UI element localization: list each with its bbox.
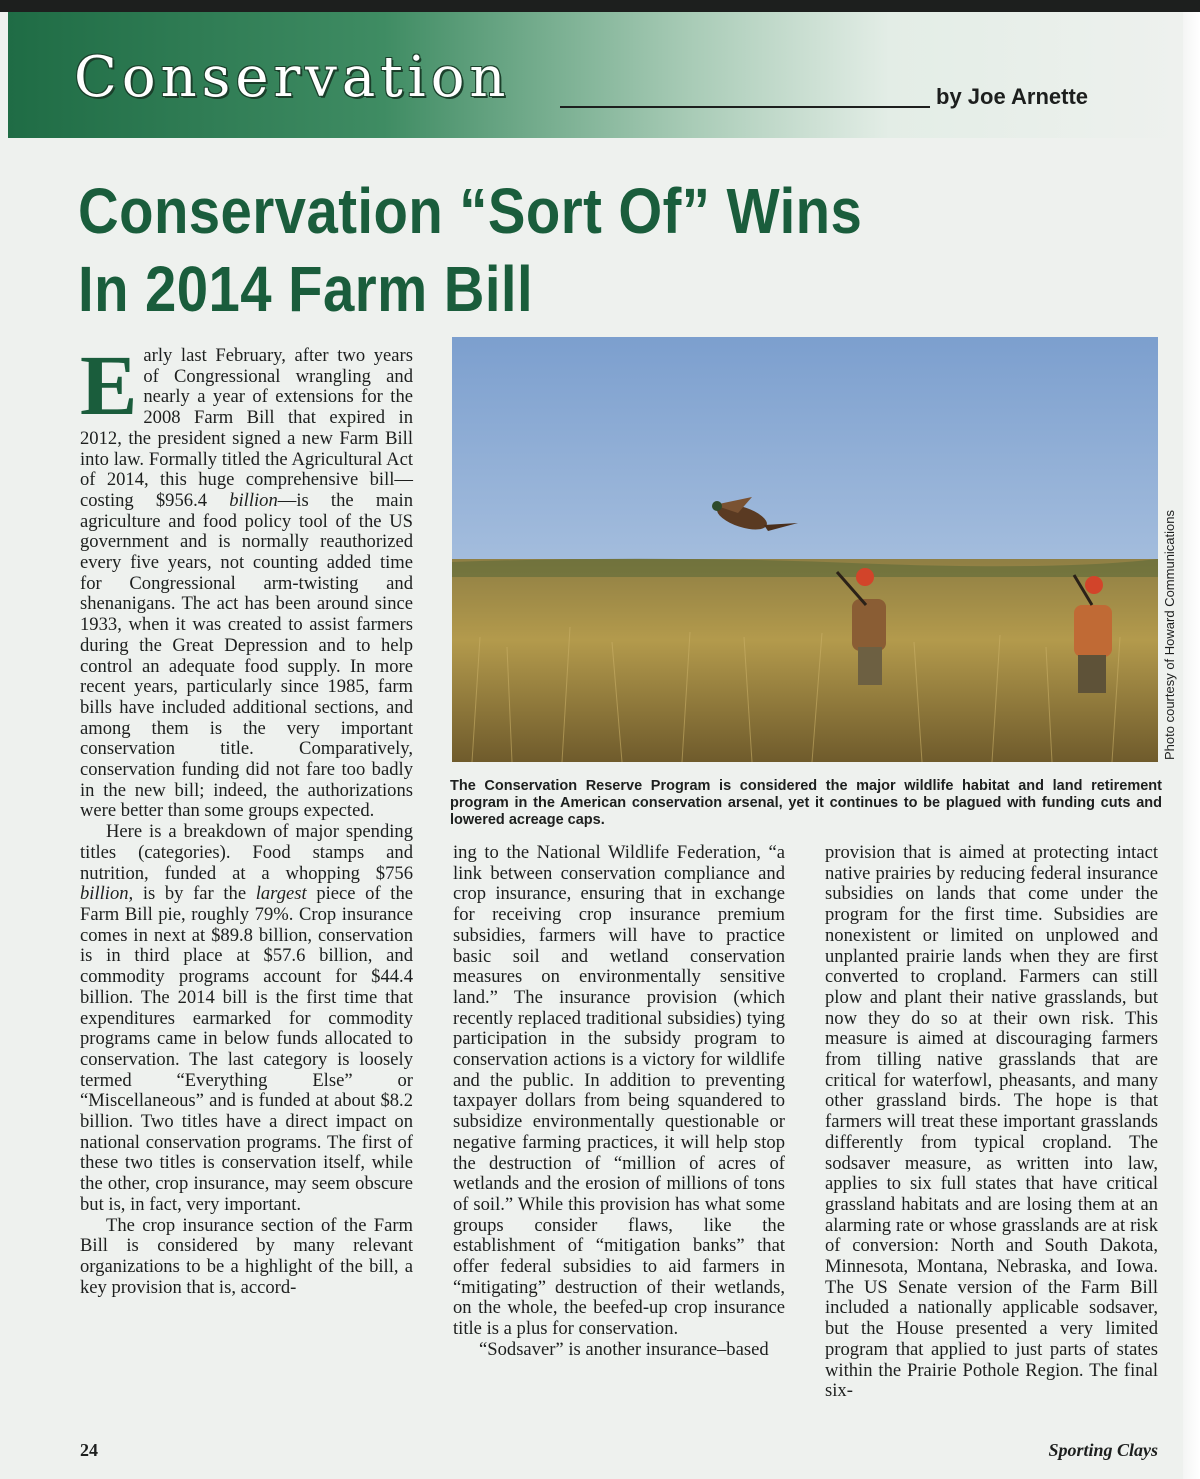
top-border: [0, 0, 1200, 12]
section-title: Conservation: [74, 45, 511, 110]
paragraph: [80, 822, 413, 1215]
paragraph: The crop insurance section of the Farm Bill is considered by many relevant organizations to be a highlight of the bill, a key provision that is, accord-: [80, 1214, 413, 1298]
article-column-3: [825, 843, 1158, 1402]
byline: by Joe Arnette: [936, 84, 1089, 109]
headline-line-2: In 2014 Farm Bill: [78, 253, 534, 325]
publication-name: Sporting Clays: [1048, 1440, 1158, 1460]
banner-divider: [560, 106, 930, 108]
paragraph: ing to the National Wildlife Federation, “a link between conservation compliance and crop insurance, ensuring that in exchange for receiving crop insurance premium subsidies, farmers will have to practice basic soil and wetland conservation measures on environmentally sensitive land.” The insurance provision (which recently replaced traditional subsidies) tying participation in the subsidy program to conservation actions is a victory for wildlife and the public. In addition to preventing taxpayer dollars from being squandered to subsidize environmentally questionable or negative farming practices, it will help stop the destruction of “million of acres of wetlands and the erosion of millions of tons of soil.” While this provision has what some groups consider flaws, like the establishment of “mitigation banks” that offer federal subsidies to aid farmers in “mitigating” destruction of their wetlands, on the whole, the beefed-up crop insurance title is a plus for conservation.: [453, 842, 785, 1340]
drop-cap: E: [80, 337, 138, 433]
emphasis: billion: [229, 489, 278, 511]
headline-line-1: Conservation “Sort Of” Wins: [78, 175, 863, 247]
page-edge: [1183, 12, 1200, 1479]
text-run: piece of the Farm Bill pie, roughly 79%. Crop insurance comes in next at $89.8 billion, conservation is in third place at $57.6 billion, and commodity programs account for $44.4 billion. The 2014 bill is the first time that expenditures earmarked for commodity programs came in below funds allocated to conservation. The last category is loosely termed “Everything Else” or “Miscellaneous” and is funded at about $8.2 billion. Two titles have a direct impact on national conservation programs. The first of these two titles is conservation itself, while the other, crop insurance, may seem obscure but is, in fact, very important.: [80, 883, 414, 1215]
text-run: —is the main agriculture and food policy tool of the US government and is normally reauthorized every five years, not counting added time for Congressional arm-twisting and shenanigans. The act has been around since 1933, when it was created to assist farmers during the Great Depression and to help control an adequate food supply. In more recent years, particularly since 1985, farm bills have included additional sections, and among them is the very important conservation title. Comparatively, conservation funding did not fare too badly in the new bill; indeed, the authorizations were better than some groups expected.: [80, 489, 413, 822]
article-column-1: [80, 337, 414, 1298]
paragraph: provision that is aimed at protecting intact native prairies by reducing federal insurance subsidies on lands that come under the program for the first time. Subsidies are nonexistent or limited on unplowed and unplanted prairie lands when they are first converted to cropland. Farmers can still plow and plant their native grasslands, but now they do so at their own risk. This measure is aimed at discouraging farmers from tilling native grasslands that are critical for waterfowl, pheasants, and many other grassland birds. The hope is that farmers will treat these important grasslands differently from typical cropland. The sodsaver measure, as written into law, applies to six full states that have critical grassland habitats and are losing them at an alarming rate or whose grasslands are at risk of conversion: North and South Dakota, Minnesota, Montana, Nebraska, and Iowa. The US Senate version of the Farm Bill included a nationally applicable sodsaver, but the House presented a very limited program that applied to just parts of states within the Prairie Pothole Region. The final six-: [825, 842, 1158, 1402]
emphasis: largest: [255, 883, 307, 905]
field-scene-illustration: [452, 337, 1158, 762]
emphasis: billion,: [80, 883, 134, 905]
hunting-photo: [452, 337, 1158, 762]
paragraph: “Sodsaver” is another insurance–based: [479, 1338, 769, 1360]
photo-caption: The Conservation Reserve Program is considered the major wildlife habitat and land retirement program in the American conservation arsenal, yet it continues to be plagued with funding cuts and lowered acreage caps.: [450, 778, 1162, 828]
photo-credit: Photo courtesy of Howard Communications: [1162, 509, 1177, 760]
text-run: Here is a breakdown of major spending titles (categories). Food stamps and nutrition, funded at a whopping $756: [80, 821, 413, 884]
text-run: arly last February, after two years of Congressional wrangling and nearly a year of extensions for the 2008 Farm Bill that expired in 2012, the president signed a new Farm Bill into law. Formally titled the Agricultural Act of 2014, this huge comprehensive bill—costing $956.4: [80, 345, 413, 511]
paragraph: [80, 337, 413, 822]
article-headline: [78, 172, 993, 328]
article-column-2: [453, 843, 785, 1361]
text-run: is by far the: [133, 883, 256, 905]
page-number: 24: [80, 1440, 98, 1460]
